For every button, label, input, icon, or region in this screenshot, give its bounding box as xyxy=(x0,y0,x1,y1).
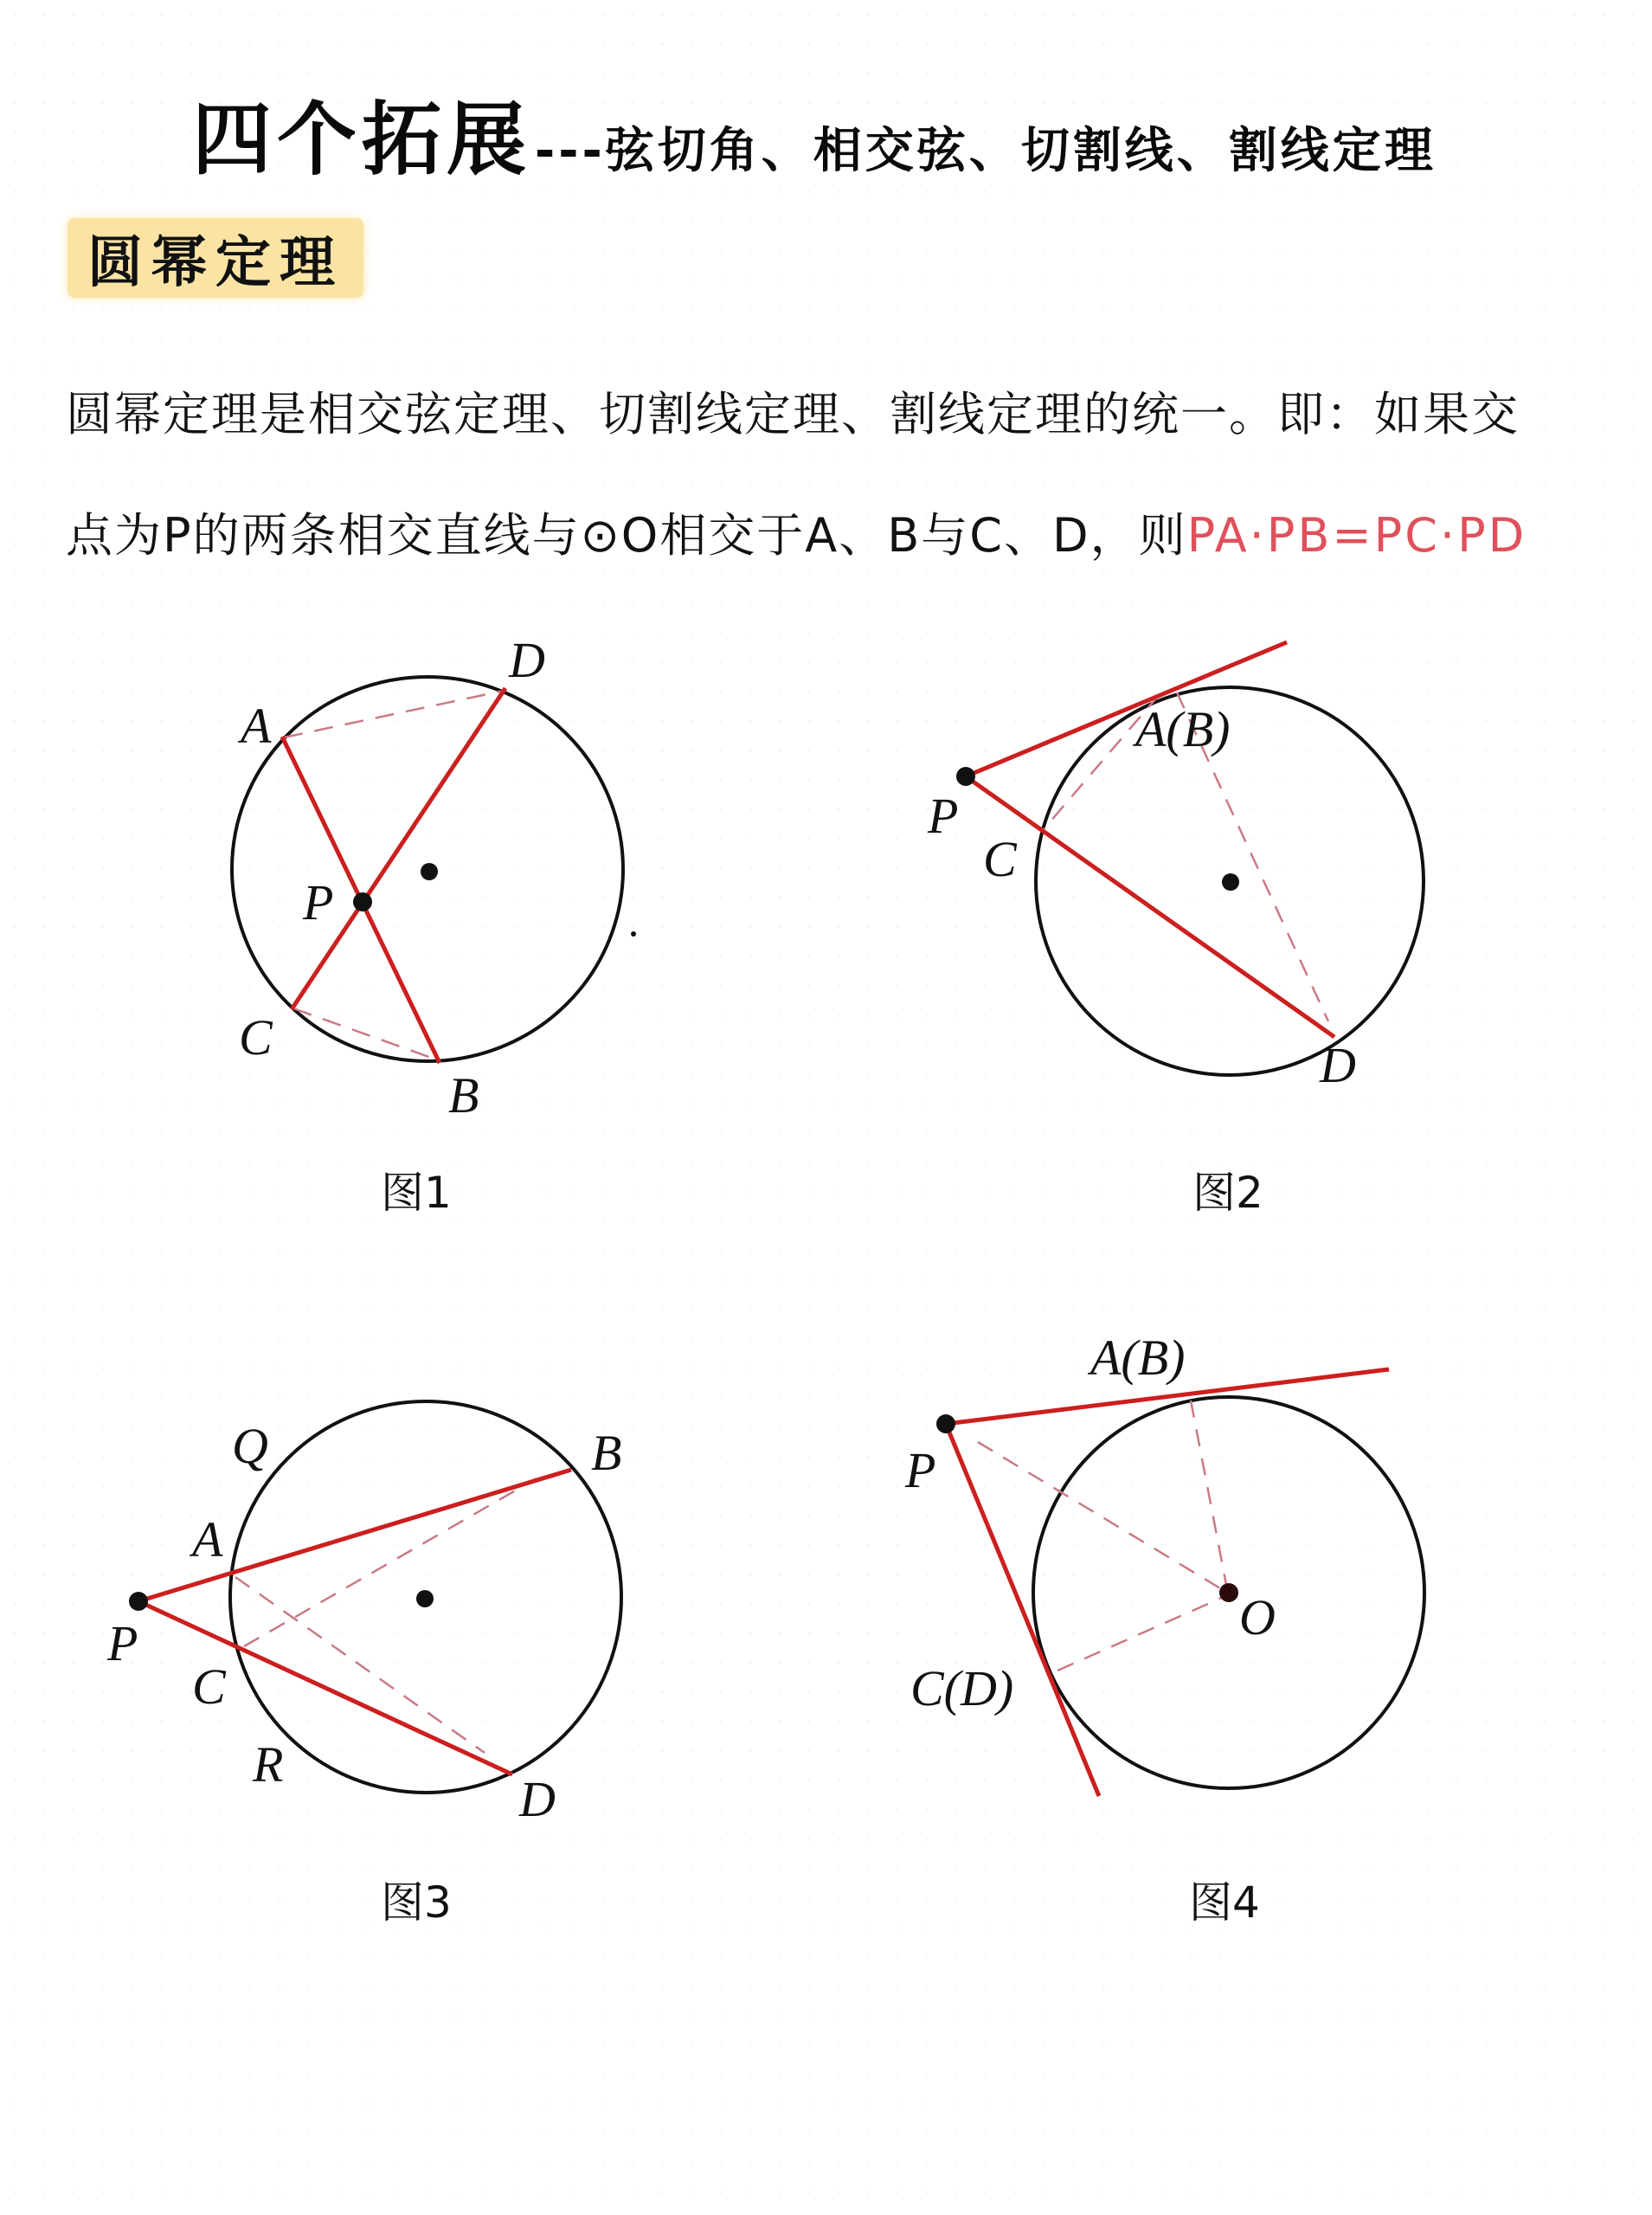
figure-1-label-P: P xyxy=(303,874,334,930)
figure-4-point-P xyxy=(936,1414,955,1433)
figure-3-point-P xyxy=(129,1592,148,1611)
figure-2-label-P: P xyxy=(928,788,959,844)
figure-1-center-dot xyxy=(421,863,438,880)
figure-3-label-A: A xyxy=(192,1511,223,1568)
figure-3-dashed-CB xyxy=(244,1478,537,1646)
figure-3-label-D: D xyxy=(519,1771,556,1827)
section-badge-label: 圆幂定理 xyxy=(87,230,344,295)
title-main: 四个拓展 xyxy=(192,93,532,186)
figure-2-center-dot xyxy=(1222,873,1239,891)
figure-4-dashed-PO xyxy=(978,1442,1225,1591)
figure-4-diagram xyxy=(904,1330,1424,1796)
figure-3-label-Q: Q xyxy=(232,1418,268,1474)
figure-2-point-P xyxy=(956,767,975,786)
figure-2-tangent-line xyxy=(966,642,1287,776)
figure-2-label-AB: A(B) xyxy=(1135,701,1231,757)
figure-3-caption: 图3 xyxy=(381,1877,452,1928)
figure-3-label-R: R xyxy=(253,1736,284,1793)
title-subtitle: ---弦切角、相交弦、切割线、割线定理 xyxy=(535,123,1437,179)
figure-3-diagram xyxy=(106,1401,621,1827)
figure-1-stray-dot xyxy=(631,931,636,937)
figure-3-center-dot xyxy=(416,1590,434,1607)
figure-4-dashed-CO xyxy=(1057,1596,1225,1671)
figure-1-caption: 图1 xyxy=(381,1168,452,1218)
power-of-point-formula: PA·PB=PC·PD xyxy=(1186,508,1527,563)
definition-line-2-text: 点为P的两条相交直线与⊙O相交于A、B与C、D，则 xyxy=(66,508,1187,563)
figure-1-dashed-AD xyxy=(284,691,504,737)
definition-line-1: 圆幂定理是相交弦定理、切割线定理、割线定理的统一。即：如果交 xyxy=(66,387,1520,441)
figure-3-label-P: P xyxy=(107,1615,138,1671)
figure-2-caption: 图2 xyxy=(1192,1168,1263,1218)
figure-2-diagram xyxy=(927,642,1424,1093)
figure-1-diagram xyxy=(232,632,636,1124)
figure-4-tangent-left xyxy=(946,1424,1099,1796)
figure-4-label-CD: C(D) xyxy=(910,1660,1014,1716)
figure-2-label-D: D xyxy=(1320,1037,1356,1093)
figure-2-secant-line xyxy=(966,776,1334,1037)
figure-3-label-B: B xyxy=(591,1425,622,1481)
figure-4-dashed-AO xyxy=(1191,1400,1227,1589)
figure-4-label-O: O xyxy=(1239,1589,1276,1645)
figure-1-label-C: C xyxy=(239,1009,273,1066)
figure-2-label-C: C xyxy=(983,831,1017,887)
figure-4-label-P: P xyxy=(905,1442,936,1498)
figure-4-center-O xyxy=(1219,1583,1238,1602)
figure-1-label-A: A xyxy=(241,698,272,754)
figure-3-label-C: C xyxy=(192,1658,226,1715)
figure-4-label-AB: A(B) xyxy=(1090,1330,1186,1386)
figure-4-caption: 图4 xyxy=(1189,1877,1260,1928)
figure-1-label-B: B xyxy=(448,1067,479,1124)
figure-1-chord-CD xyxy=(292,688,505,1009)
figure-1-point-P xyxy=(353,892,372,911)
figure-1-label-D: D xyxy=(509,632,545,688)
